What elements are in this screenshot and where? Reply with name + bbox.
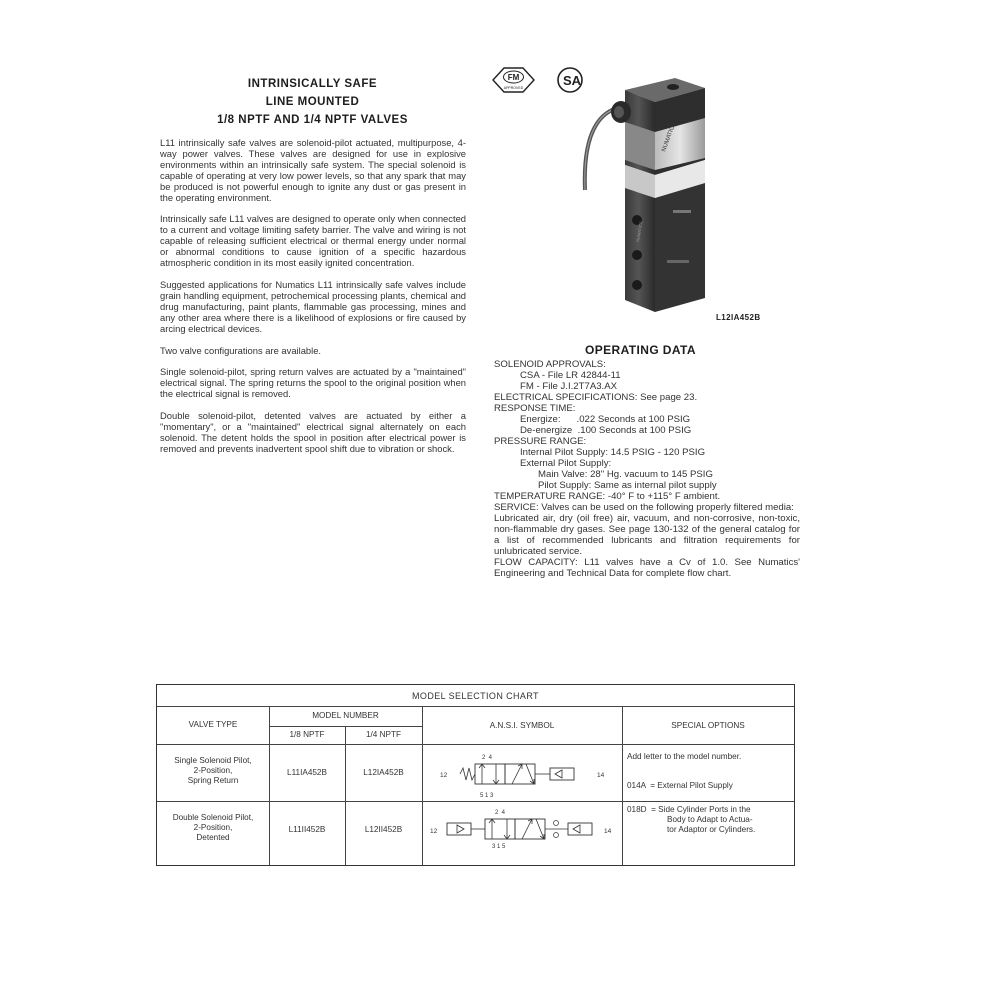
paragraph-1: L11 intrinsically safe valves are solenoid-pilot actuated, multipurpose, 4-way power valves. These valves are designed for use in explosive environments within an intrinsically safe system. The special solenoid is capable of operating at very low power levels, so that any spark that may be produced is not powerful enough to ignite any dust or gas present in the operating environment.: [160, 137, 466, 203]
paragraph-5: Single solenoid-pilot, spring return valves are actuated by a "maintained" electrical signal. The spring returns the spool to the original position when the electrical signal is removed.: [160, 366, 466, 400]
svg-text:NUMATICS: NUMATICS: [635, 221, 644, 243]
photo-caption: L12IA452B: [716, 313, 761, 322]
page-title: [160, 75, 465, 129]
row1-ports-top: 2 4: [482, 755, 493, 761]
paragraph-6: Double solenoid-pilot, detented valves are actuated by either a "momentary", or a "maintained" electrical signal alternately on each solenoid. The detent holds the spool in position after electrical power is removed and prevents inadvertent spool shift due to vibration or shock.: [160, 410, 466, 454]
row1-port-left: 12: [440, 772, 448, 779]
energize-time: Energize: .022 Seconds at 100 PSIG: [520, 414, 691, 425]
option-014a: 014A = External Pilot Supply: [627, 781, 733, 790]
table-row-2-model-1-4: L12II452B: [364, 825, 403, 834]
fm-logo-sub: APPROVED: [503, 86, 524, 90]
col-header-1-8: 1/8 NPTF: [289, 730, 325, 739]
row1-port-right: 14: [597, 772, 605, 779]
external-pilot-supply: External Pilot Supply:: [520, 458, 612, 469]
table-row-1-valve-type: Single Solenoid Pilot, 2-Position, Spring Return: [174, 756, 252, 785]
table-row-1-model-1-8: L11IA452B: [287, 768, 327, 777]
csa-logo-text: SA: [562, 73, 582, 88]
fm-file: FM - File J.I.2T7A3.AX: [520, 381, 618, 392]
title-line-1: INTRINSICALLY SAFE: [247, 78, 378, 90]
row2-port-right: 14: [604, 828, 612, 835]
row1-ports-bottom: 5 1 3: [480, 793, 494, 799]
row2-port-left: 12: [430, 828, 438, 835]
operating-data: [494, 359, 800, 579]
csa-file: CSA - File LR 42844-11: [520, 370, 621, 381]
service-text: SERVICE: Valves can be used on the following properly filtered media:: [494, 502, 794, 513]
table-row-2-ansi-symbol: [422, 801, 622, 865]
fm-approved-logo: [493, 68, 534, 92]
solenoid-approvals-label: SOLENOID APPROVALS:: [494, 359, 606, 370]
main-valve-range: Main Valve: 28" Hg. vacuum to 145 PSIG: [538, 469, 713, 480]
media-text: Lubricated air, dry (oil free) air, vacuum, and non-corrosive, non-toxic, non-flammable dry gases. See page 130-132 of the general catalog for a list of recommended lubricants and filtration requirements for unlubricated service.: [494, 513, 800, 557]
title-line-3: 1/8 NPTF AND 1/4 NPTF VALVES: [217, 114, 408, 126]
pressure-range-label: PRESSURE RANGE:: [494, 436, 587, 447]
operating-data-title: OPERATING DATA: [585, 343, 696, 357]
col-header-options: SPECIAL OPTIONS: [671, 721, 745, 730]
paragraph-2: Intrinsically safe L11 valves are designed to operate only when connected to a current and voltage limiting safety barrier. The valve and wiring is not capable of releasing sufficient electrical or thermal energy under normal or abnormal conditions to cause ignition of a specific hazardous atmospheric condition in its most easily ignited concentration.: [160, 213, 466, 269]
table-row-2-model-1-8: L11II452B: [288, 825, 326, 834]
fm-logo-text: FM: [507, 73, 520, 82]
model-selection-chart: [156, 684, 795, 866]
option-018d: 018D = Side Cylinder Ports in the Body to Adapt to Actua- tor Adaptor or Cylinders.: [627, 805, 756, 834]
chart-title: MODEL SELECTION CHART: [412, 691, 539, 701]
flow-capacity: FLOW CAPACITY: L11 valves have a Cv of 1.0. See Numatics' Engineering and Technical Data for complete flow chart.: [494, 557, 800, 579]
pilot-supply-range: Pilot Supply: Same as internal pilot supply: [538, 480, 717, 491]
internal-pilot-supply: Internal Pilot Supply: 14.5 PSIG - 120 PSIG: [520, 447, 706, 458]
table-row-1-ansi-symbol: [422, 744, 622, 801]
photo-brand-text: NUMATICS: [661, 121, 678, 153]
title-line-2: LINE MOUNTED: [265, 96, 360, 108]
electrical-specs: ELECTRICAL SPECIFICATIONS: See page 23.: [494, 392, 698, 403]
col-header-valve-type: VALVE TYPE: [188, 720, 238, 729]
description-column: [160, 138, 466, 466]
table-row-2-valve-type: Double Solenoid Pilot, 2-Position, Detented: [172, 813, 254, 842]
response-time-label: RESPONSE TIME:: [494, 403, 576, 414]
paragraph-4: Two valve configurations are available.: [160, 344, 322, 356]
col-header-symbol: A.N.S.I. SYMBOL: [489, 721, 555, 730]
paragraph-3: Suggested applications for Numatics L11 intrinsically safe valves include grain handling equipment, petrochemical processing plants, chemical and drug manufacturing, paint plants, flammable gas processing, mines and any other area where there is a likelihood of explosions or fire caused by arcing electrical devices.: [160, 278, 466, 334]
temperature-range: TEMPERATURE RANGE: -40° F to +115° F ambient.: [494, 491, 721, 502]
options-intro: Add letter to the model number.: [627, 752, 742, 761]
row2-ports-top: 2 4: [495, 810, 506, 816]
col-header-model-number: MODEL NUMBER: [312, 711, 379, 720]
deenergize-time: De-energize .100 Seconds at 100 PSIG: [520, 425, 692, 436]
col-header-1-4: 1/4 NPTF: [365, 730, 402, 739]
row2-ports-bottom: 3 1 5: [492, 844, 506, 850]
table-row-1-model-1-4: L12IA452B: [363, 768, 404, 777]
valve-photo: [555, 70, 735, 325]
